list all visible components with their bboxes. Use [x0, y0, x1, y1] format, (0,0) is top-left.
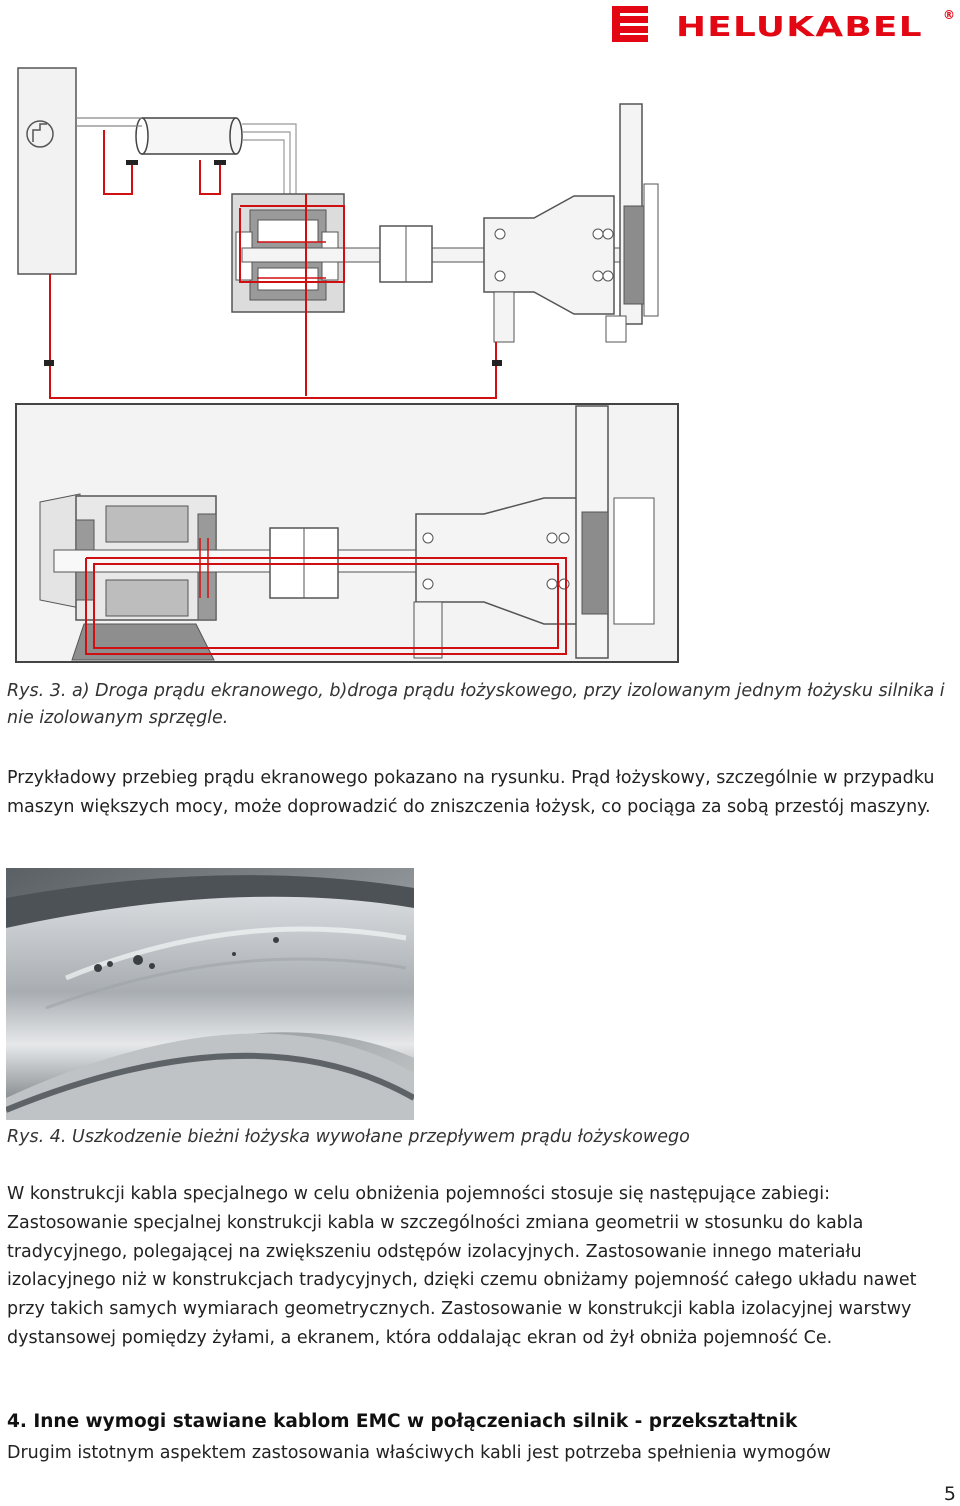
figure-3b-bearing-current-diagram	[14, 402, 680, 664]
section-first-line: Drugim istotnym aspektem zastosowania właściwych kabli jest potrzeba spełnienia wymogów	[7, 1443, 831, 1463]
section-heading: 4. Inne wymogi stawiane kablom EMC w połączeniach silnik - przekształtnik	[7, 1411, 798, 1432]
converter-box	[18, 68, 76, 274]
logo-mark-icon	[612, 6, 648, 42]
page-number: 5	[943, 1483, 956, 1505]
intro-paragraph: Przykładowy przebieg prądu ekranowego pokazano na rysunku. Prąd łożyskowy, szczególnie w przypadku maszyn większych mocy, może doprowadzić do zniszczenia łożysk, co pociąga za sobą przestój maszyny.	[7, 768, 935, 817]
helukabel-logo	[612, 4, 957, 44]
logo-text: HELUKABEL	[676, 10, 923, 43]
cable-cylinder	[142, 118, 236, 154]
body-paragraph: W konstrukcji kabla specjalnego w celu obniżenia pojemności stosuje się następujące zabiegi: Zastosowanie specjalnej konstrukcji kabla w szczególności zmiana geometrii w stosunku do kabla tradycyjnego, polegającej na zwiększeniu odstępów izolacyjnych. Zastosowanie innego materiału izolacyjnego niż w konstrukcjach tradycyjnych, dzięki czemu obniżamy pojemność całego układu nawet przy takich samych wymiarach geometrycznych. Zastosowanie w konstrukcji kabla izolacyjnej warstwy dystansowej pomiędzy żyłami, a ekranem, która oddalając ekran od żył obniża pojemność Ce.	[7, 1184, 917, 1348]
registered-mark: ®	[943, 8, 955, 22]
figure-4-bearing-photo	[6, 868, 414, 1120]
figure-3a-shield-current-diagram	[14, 64, 664, 406]
figure-4-caption: Rys. 4. Uszkodzenie bieżni łożyska wywołane przepływem prądu łożyskowego	[7, 1127, 690, 1147]
figure-3-caption: Rys. 3. a) Droga prądu ekranowego, b)droga prądu łożyskowego, przy izolowanym jednym łożysku silnika i nie izolowanym sprzęgle.	[7, 681, 945, 728]
